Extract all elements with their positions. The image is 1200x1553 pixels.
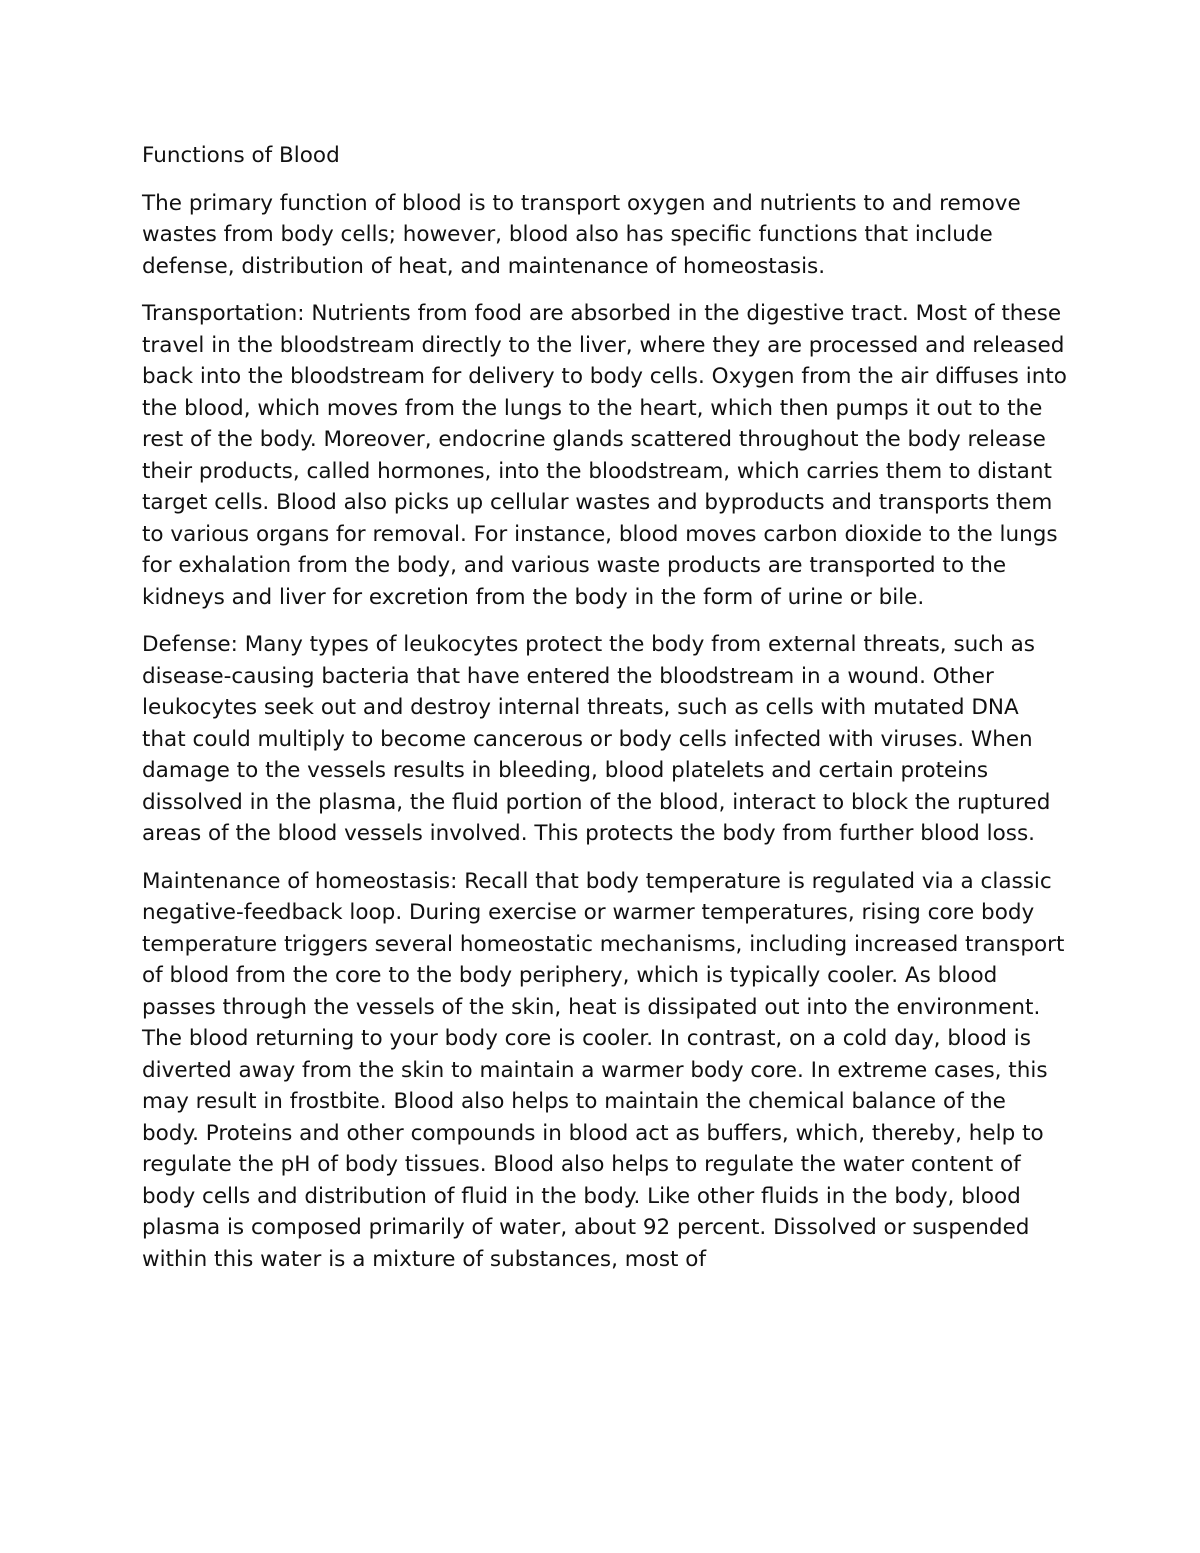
- paragraph-transportation: Transportation: Nutrients from food are absorbed in the digestive tract. Most of these travel in the bloodstream directly to the liver, where they are processed and released back into the bloodstream for delivery to body cells. Oxygen from the air diffuses into the blood, which moves from the lungs to the heart, which then pumps it out to the rest of the body. Moreover, endocrine glands scattered throughout the body release their products, called hormones, into the bloodstream, which carries them to distant target cells. Blood also picks up cellular wastes and byproducts and transports them to various organs for removal. For instance, blood moves carbon dioxide to the lungs for exhalation from the body, and various waste products are transported to the kidneys and liver for excretion from the body in the form of urine or bile.: [142, 301, 1067, 610]
- paragraph-homeostasis: Maintenance of homeostasis: Recall that body temperature is regulated via a classic negative-feedback loop. During exercise or warmer temperatures, rising core body temperature triggers several homeostatic mechanisms, including increased transport of blood from the core to the body periphery, which is typically cooler. As blood passes through the vessels of the skin, heat is dissipated out into the environment. The blood returning to your body core is cooler. In contrast, on a cold day, blood is diverted away from the skin to maintain a warmer body core. In extreme cases, this may result in frostbite. Blood also helps to maintain the chemical balance of the body. Proteins and other compounds in blood act as buffers, which, thereby, help to regulate the pH of body tissues. Blood also helps to regulate the water content of body cells and distribution of fluid in the body. Like other fluids in the body, blood plasma is composed primarily of water, about 92 percent. Dissolved or suspended within this water is a mixture of substances, most of: [142, 868, 1065, 1272]
- paragraph-defense: Defense: Many types of leukocytes protect the body from external threats, such as disease-causing bacteria that have entered the bloodstream in a wound. Other leukocytes seek out and destroy internal threats, such as cells with mutated DNA that could multiply to become cancerous or body cells infected with viruses. When damage to the vessels results in bleeding, blood platelets and certain proteins dissolved in the plasma, the fluid portion of the blood, interact to block the ruptured areas of the blood vessels involved. This protects the body from further blood loss.: [142, 632, 1051, 846]
- page-title: Functions of Blood: [142, 143, 340, 168]
- paragraph-intro: The primary function of blood is to transport oxygen and nutrients to and remove wastes from body cells; however, blood also has specific functions that include defense, distribution of heat, and maintenance of homeostasis.: [142, 190, 1021, 279]
- document-body: [142, 140, 1067, 1291]
